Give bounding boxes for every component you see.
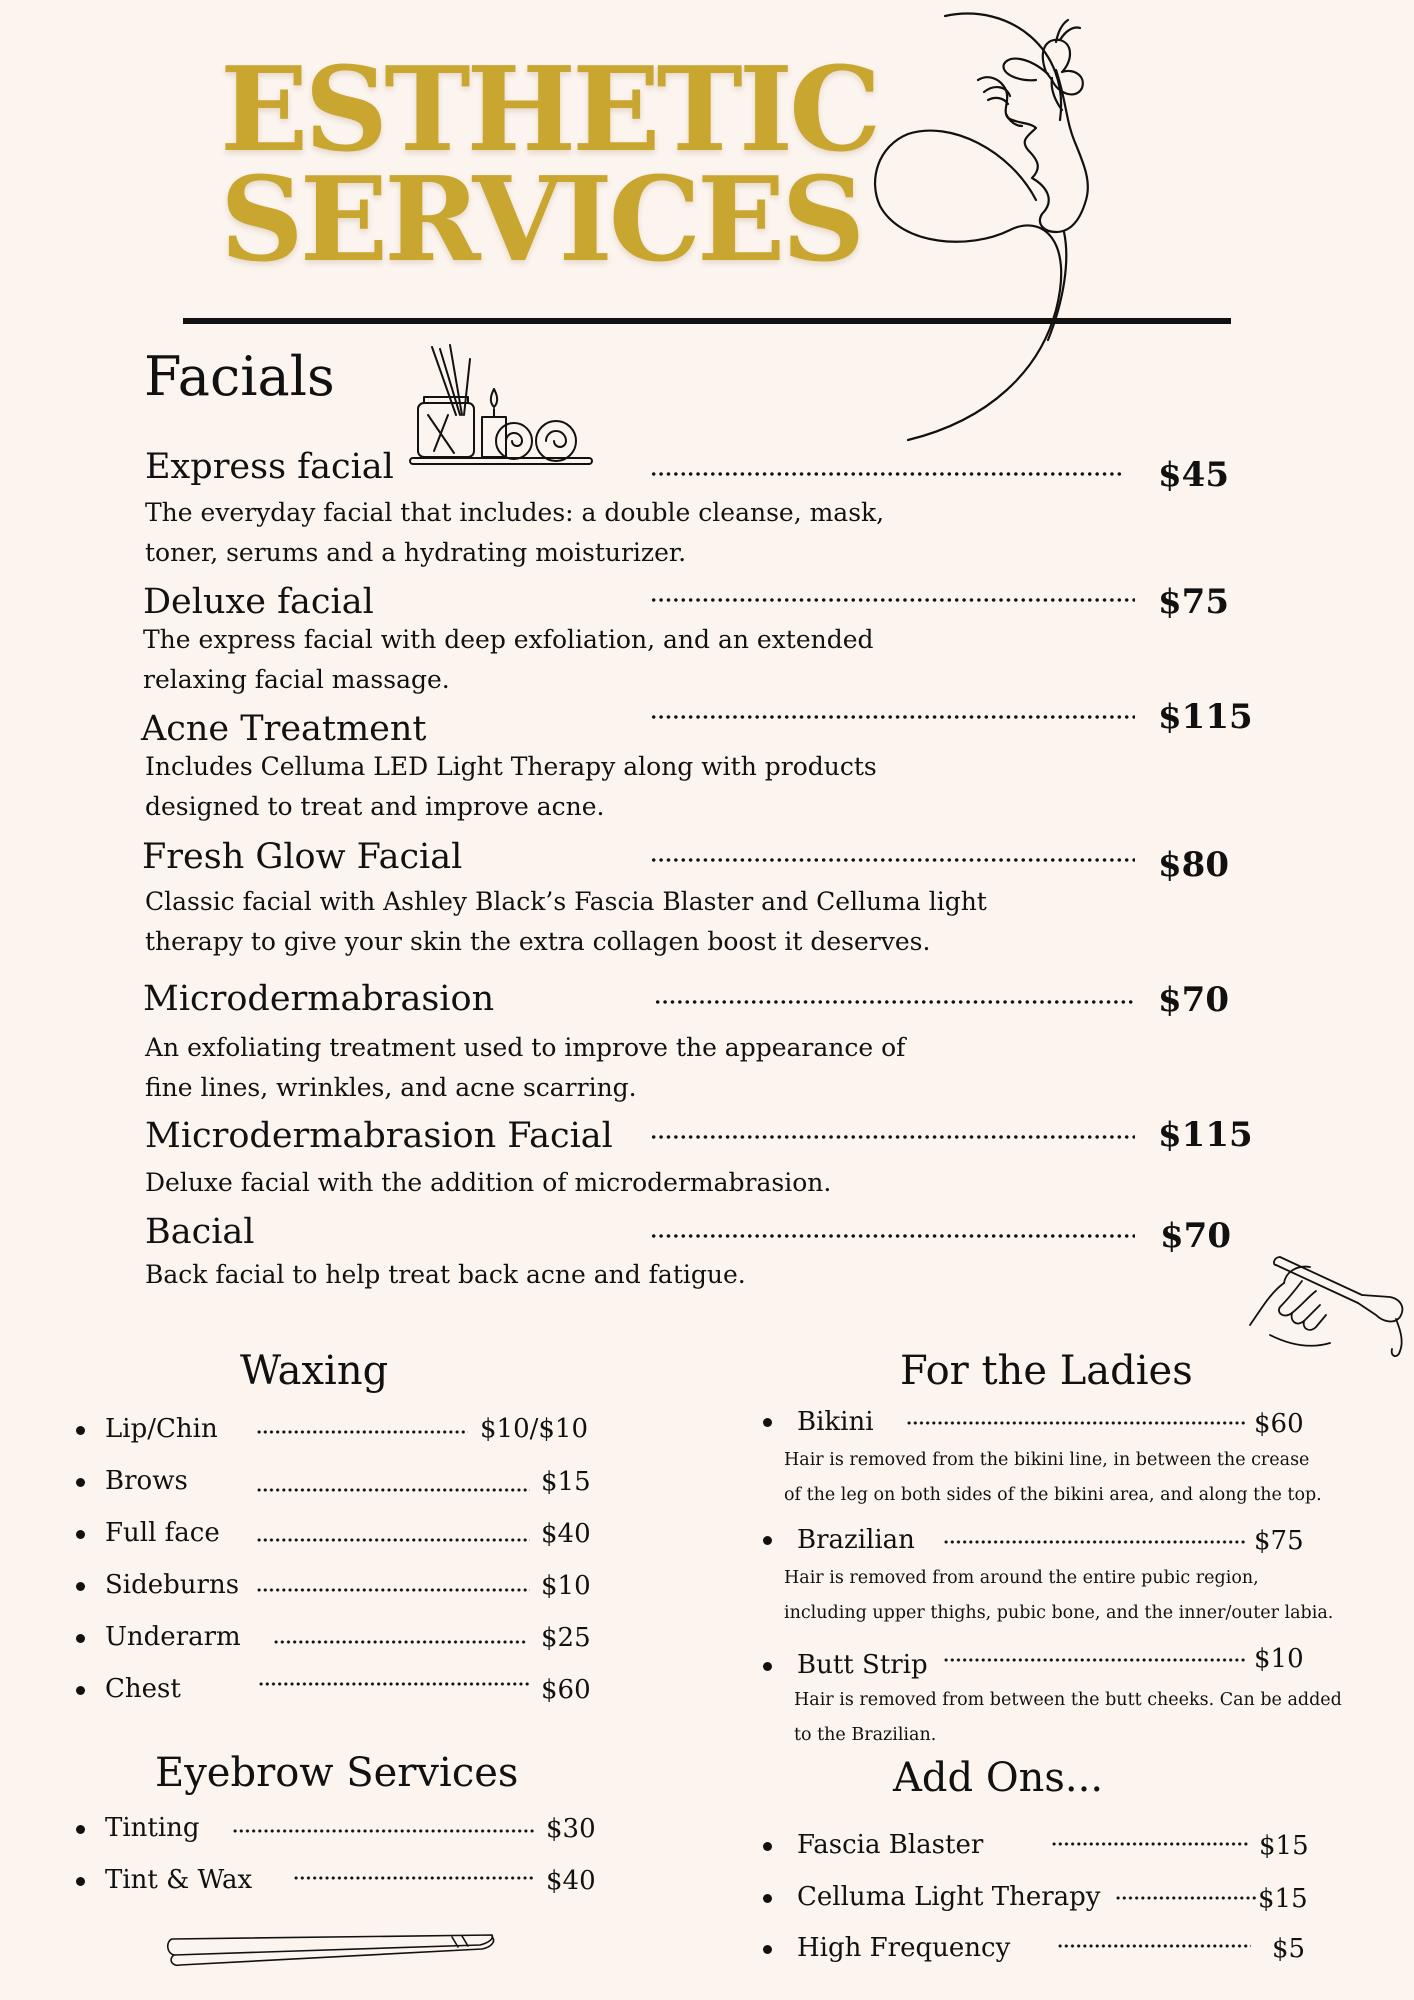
title-line-2: SERVICES (220, 152, 862, 288)
ladies-price: $75 (1254, 1526, 1304, 1556)
hand-brush-icon (1250, 1245, 1414, 1365)
waxing-heading: Waxing (240, 1348, 389, 1394)
desc-line: Hair is removed from the bikini line, in between the crease (784, 1450, 1310, 1470)
ladies-desc (784, 1443, 1344, 1513)
leader-dots (1057, 1944, 1251, 1948)
desc-line: therapy to give your skin the extra collagen boost it deserves. (145, 927, 931, 956)
addons-label: High Frequency (797, 1933, 1011, 1963)
ladies-label: Brazilian (797, 1525, 915, 1555)
desc-line: Back facial to help treat back acne and fatigue. (145, 1260, 746, 1289)
waxing-label: Chest (105, 1674, 181, 1704)
waxing-label: Brows (105, 1466, 188, 1496)
eyebrow-price: $30 (546, 1814, 596, 1844)
bullet (76, 1877, 85, 1886)
desc-line: including upper thighs, pubic bone, and the inner/outer labia. (784, 1603, 1334, 1623)
desc-line: designed to treat and improve acne. (145, 792, 605, 821)
waxing-price: $25 (541, 1623, 591, 1653)
desc-line: The everyday facial that includes: a double cleanse, mask, (145, 498, 885, 527)
bullet (76, 1478, 85, 1487)
waxing-label: Lip/Chin (105, 1414, 218, 1444)
facial-name-deluxe: Deluxe facial (143, 582, 374, 622)
eyebrow-label: Tint & Wax (105, 1865, 253, 1895)
addons-heading: Add Ons... (893, 1755, 1104, 1801)
leader-dots (1051, 1842, 1248, 1846)
bullet (763, 1842, 772, 1851)
ladies-heading: For the Ladies (900, 1348, 1193, 1394)
bullet (763, 1662, 772, 1671)
facial-desc-fresh-glow (145, 882, 1045, 962)
desc-line: Hair is removed from between the butt cheeks. Can be added (794, 1690, 1342, 1710)
facial-name-fresh-glow: Fresh Glow Facial (142, 837, 463, 877)
addons-label: Fascia Blaster (797, 1830, 984, 1860)
facial-price-deluxe: $75 (1158, 582, 1229, 622)
facial-leader (654, 1000, 1136, 1004)
waxing-label: Sideburns (105, 1570, 240, 1600)
facial-name-microdermabrasion: Microdermabrasion (143, 979, 495, 1019)
desc-line: An exfoliating treatment used to improve the appearance of (145, 1033, 906, 1062)
desc-line: relaxing facial massage. (143, 665, 450, 694)
title-line-1: ESTHETIC (220, 42, 878, 178)
facial-leader (650, 858, 1135, 862)
desc-line: toner, serums and a hydrating moisturizer. (145, 538, 687, 567)
facial-price-fresh-glow: $80 (1158, 845, 1229, 885)
facial-price-bacial: $70 (1160, 1216, 1231, 1256)
facial-price-microdermabrasion: $70 (1158, 980, 1229, 1020)
waxing-price: $10/$10 (480, 1414, 589, 1444)
desc-line: to the Brazilian. (794, 1725, 937, 1745)
facial-name-bacial: Bacial (145, 1212, 255, 1252)
facial-desc-microdermabrasion (145, 1028, 1045, 1108)
leader-dots (256, 1588, 530, 1592)
facial-leader (650, 598, 1135, 602)
addons-price: $5 (1272, 1934, 1306, 1964)
bullet (763, 1536, 772, 1545)
ladies-desc (794, 1683, 1354, 1753)
desc-line: Classic facial with Ashley Black’s Fascia Blaster and Celluma light (145, 887, 987, 916)
facial-desc-microdermabrasion-facial (145, 1163, 1045, 1203)
facial-desc-express (145, 493, 1045, 573)
desc-line: of the leg on both sides of the bikini area, and along the top. (784, 1485, 1322, 1505)
ladies-desc (784, 1561, 1344, 1631)
facial-desc-bacial (145, 1255, 1045, 1295)
tweezers-icon (162, 1925, 502, 1975)
desc-line: Deluxe facial with the addition of microdermabrasion. (145, 1168, 832, 1197)
leader-dots (906, 1421, 1246, 1425)
facial-desc-deluxe (143, 620, 1043, 700)
leader-dots (258, 1682, 530, 1686)
bullet (763, 1894, 772, 1903)
facial-desc-acne (145, 747, 1045, 827)
waxing-price: $40 (541, 1519, 591, 1549)
leader-dots (232, 1829, 534, 1833)
bullet (76, 1634, 85, 1643)
face-line-art-icon (860, 10, 1160, 440)
desc-line: Hair is removed from around the entire pubic region, (784, 1568, 1259, 1588)
ladies-label: Bikini (797, 1407, 874, 1437)
eyebrow-price: $40 (546, 1866, 596, 1896)
bullet (76, 1825, 85, 1834)
bullet (763, 1418, 772, 1427)
desc-line: Includes Celluma LED Light Therapy along with products (145, 752, 877, 781)
leader-dots (256, 1538, 530, 1542)
waxing-price: $60 (541, 1675, 591, 1705)
waxing-price: $15 (541, 1467, 591, 1497)
facial-price-express: $45 (1158, 455, 1229, 495)
ladies-label: Butt Strip (797, 1650, 928, 1680)
addons-price: $15 (1259, 1831, 1309, 1861)
waxing-label: Underarm (105, 1622, 241, 1652)
facials-heading: Facials (144, 345, 335, 408)
eyebrow-label: Tinting (105, 1813, 200, 1843)
facial-price-acne: $115 (1158, 697, 1253, 737)
leader-dots (943, 1658, 1246, 1662)
facial-name-acne: Acne Treatment (141, 709, 427, 749)
bullet (76, 1530, 85, 1539)
leader-dots (256, 1430, 468, 1434)
waxing-label: Full face (105, 1518, 220, 1548)
facial-name-express: Express facial (145, 447, 394, 487)
spa-candles-towels-icon (410, 345, 610, 475)
bullet (763, 1945, 772, 1954)
addons-label: Celluma Light Therapy (797, 1882, 1101, 1912)
facial-name-microdermabrasion-facial: Microdermabrasion Facial (145, 1116, 613, 1156)
desc-line: The express facial with deep exfoliation, and an extended (143, 625, 874, 654)
facial-leader (650, 1135, 1135, 1139)
bullet (76, 1686, 85, 1695)
waxing-price: $10 (541, 1571, 591, 1601)
facial-leader (650, 472, 1125, 476)
ladies-price: $60 (1254, 1409, 1304, 1439)
leader-dots (273, 1640, 528, 1644)
facial-leader (650, 715, 1135, 719)
facial-leader (650, 1234, 1135, 1238)
leader-dots (293, 1876, 533, 1880)
bullet (76, 1582, 85, 1591)
eyebrow-heading: Eyebrow Services (155, 1750, 519, 1796)
ladies-price: $10 (1254, 1644, 1304, 1674)
leader-dots (1115, 1896, 1258, 1900)
desc-line: fine lines, wrinkles, and acne scarring. (145, 1073, 637, 1102)
leader-dots (256, 1488, 530, 1492)
addons-price: $15 (1258, 1884, 1308, 1914)
leader-dots (943, 1540, 1246, 1544)
facial-price-microdermabrasion-facial: $115 (1158, 1115, 1253, 1155)
bullet (76, 1426, 85, 1435)
